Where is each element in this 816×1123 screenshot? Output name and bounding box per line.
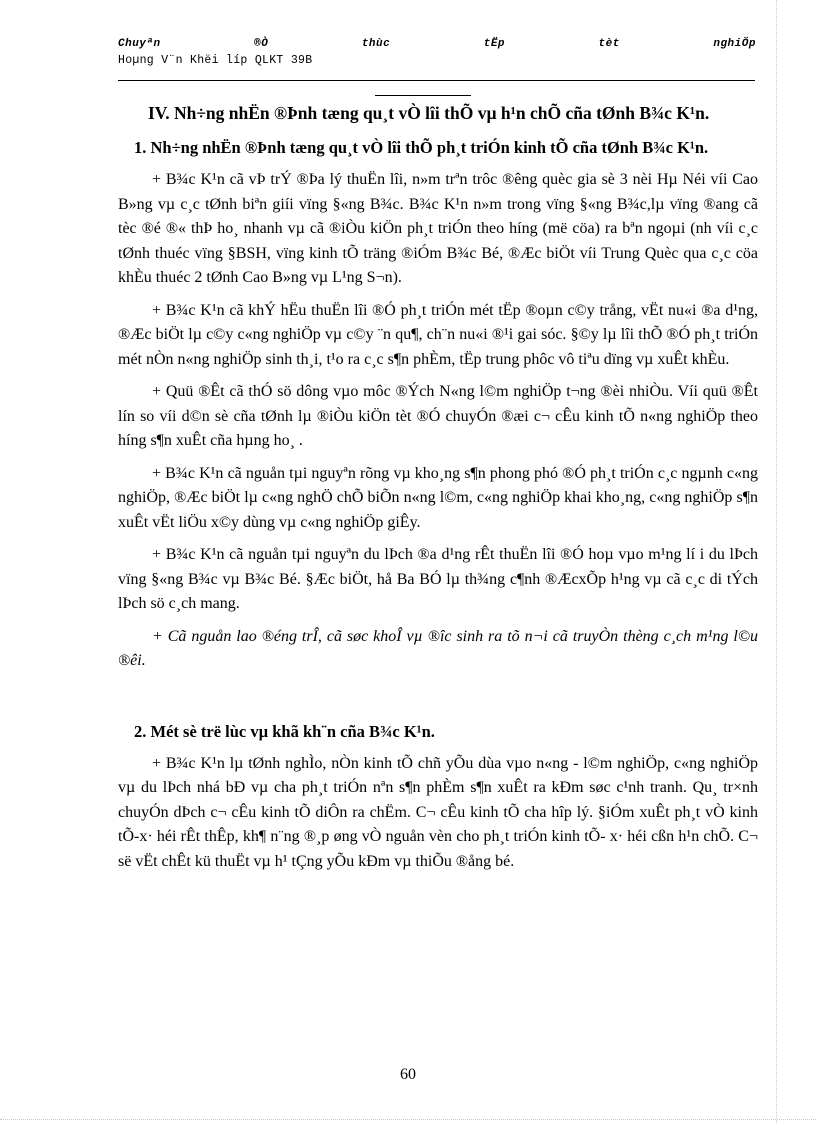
running-header-author: Hoµng V¨n Khëi líp QLKT 39B (118, 54, 313, 67)
paragraph: + B¾c K¹n cã vÞ trÝ ®Þa lý thuËn lîi, n»m trªn trôc ®êng quèc gia sè 3 nèi Hµ Néi víi Cao B»ng vµ c¸c tØnh biªn giíi vïng §«ng B¾c. B¾c K¹n n»m trong vïng §«ng B¾c,lµ vïng ®ang cã tèc ®é ®« thÞ ho¸ nhanh vµ cã ®iÒu kiÖn ph¸t triÓn theo híng (më cöa) ra bªn ngoµi (nh víi c¸c tØnh thuéc vïng §BSH, vïng kinh tÕ träng ®iÓm B¾c Bé, ®Æc biÖt víi Trung Quèc qua c¸c cöa khÈu thuéc 2 tØnh Cao B»ng vµ L¹ng S¬n). (118, 171, 758, 286)
short-divider (375, 95, 471, 96)
paragraph: + Quü ®Êt cã thÓ sö dông vµo môc ®Ých N«ng l©m nghiÖp t¬ng ®èi nhiÒu. Víi quü ®Êt lín so víi d©n sè cña tØnh lµ ®iÒu kiÖn tèt ®Ó chuyÓn ®æi c¬ cÊu kinh tÕ n«ng nghiÖp theo híng s¶n xuÊt cña hµng ho¸ . (118, 383, 758, 449)
header-word: Chuyªn (118, 38, 161, 50)
page-number: 60 (400, 1066, 416, 1083)
paragraph: + B¾c K¹n cã nguån tµi nguyªn rõng vµ kho¸ng s¶n phong phó ®Ó ph¸t triÓn c¸c ngµnh c«ng nghiÖp, ®Æc biÖt lµ c«ng nghÖ chÕ biÕn n«ng l©m, c«ng nghiÖp khai kho¸ng, c«ng nghiÖp s¶n xuÊt vËt liÖu x©y dùng vµ c«ng nghiÖp giÊy. (118, 464, 758, 531)
header-word: tèt (598, 38, 620, 50)
italic-paragraph: + Cã nguån lao ®éng trÎ, cã søc khoÎ vµ ®îc sinh ra tõ n¬i cã truyÒn thèng c¸ch m¹ng l©u ®êi. (118, 627, 758, 669)
header-word: nghiÖp (713, 38, 756, 50)
paragraph: + B¾c K¹n lµ tØnh nghÌo, nÒn kinh tÕ chñ yÕu dùa vµo n«ng - l©m nghiÖp, c«ng nghiÖp vµ du lÞch nhá bÐ vµ cha ph¸t triÓn nªn s¶n phÈm s¶n xuÊt ra kÐm søc c¹nh tranh. Qu¸ tr×nh chuyÓn dÞch c¬ cÊu kinh tÕ diÔn ra chËm. C¬ cÊu kinh tÕ cha hîp lý. §iÓm xuÊt ph¸t vÒ kinh tÕ-x· héi rÊt thÊp, kh¶ n¨ng ®¸p øng vÒ nguån vèn cho ph¸t triÓn kinh tÕ- x· héi cßn h¹n chÕ. C¬ së vËt chÊt kü thuËt vµ h¹ tÇng yÕu kÐm vµ thiÕu ®ång bé. (118, 754, 758, 870)
spacer (118, 674, 758, 710)
header-divider (118, 80, 755, 81)
paragraph: + B¾c K¹n cã nguån tµi nguyªn du lÞch ®a d¹ng rÊt thuËn lîi ®Ó hoµ vµo m¹ng lí i du lÞch vïng §«ng B¾c vµ B¾c Bé. §Æc biÖt, hå Ba BÓ lµ th¾ng c¶nh ®ÆcxÕp h¹ng vµ cã c¸c di tÝch lÞch sö c¸ch mang. (118, 546, 758, 612)
header-word: tËp (483, 38, 506, 50)
subsection-heading-1: 1. Nh÷ng nhËn ®Þnh tæng qu¸t vÒ lîi thÕ ph¸t triÓn kinh tÕ cña tØnh B¾c K¹n. (134, 138, 709, 157)
header-word: thùc (361, 38, 391, 50)
section-heading: IV. Nh÷ng nhËn ®Þnh tæng qu¸t vÒ lîi thÕ vµ h¹n chÕ cña tØnh B¾c K¹n. (148, 103, 710, 123)
subsection-heading-2: 2. Mét sè trë lùc vµ khã kh¨n cña B¾c K¹n. (134, 721, 435, 741)
header-word: ®Ò (254, 38, 269, 50)
document-body (118, 100, 758, 874)
page-edge-bottom (0, 1119, 816, 1120)
page-edge-right (776, 0, 777, 1123)
running-header-title (118, 38, 756, 50)
paragraph: + B¾c K¹n cã khÝ hËu thuËn lîi ®Ó ph¸t triÓn mét tËp ®oµn c©y trång, vËt nu«i ®a d¹ng, ®Æc biÖt lµ c©y c«ng nghiÖp vµ c©y ¨n qu¶, ch¨n nu«i ®¹i gai sóc. §©y lµ lîi thÕ ®Ó ph¸t triÓn mét nÒn n«ng nghiÖp sinh th¸i, t¹o ra c¸c s¶n phÈm, tËp trung phôc vô tiªu dïng vµ xuÊt khÈu. (118, 301, 758, 368)
